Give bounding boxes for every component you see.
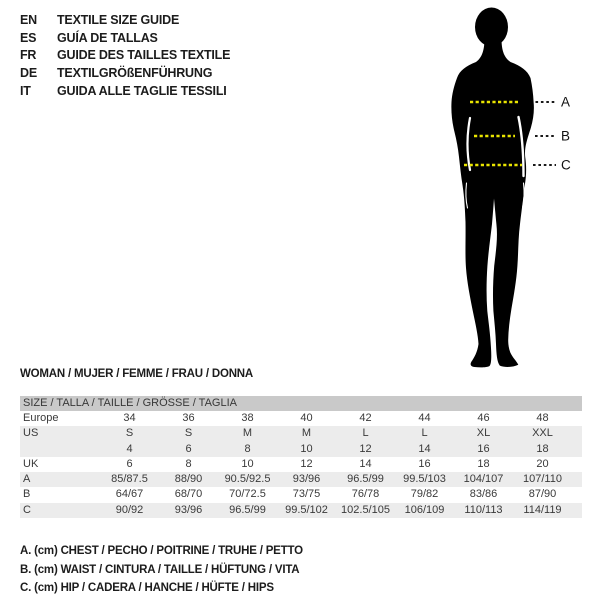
table-cell: 99.5/102 bbox=[285, 503, 328, 516]
marker-label-hip: C bbox=[561, 157, 571, 173]
table-cell: 90/92 bbox=[115, 503, 144, 516]
table-cell: 46 bbox=[477, 412, 490, 424]
table-row-waist bbox=[20, 487, 582, 502]
table-cell: 40 bbox=[300, 412, 313, 424]
table-row-europe bbox=[20, 411, 582, 426]
table-cell: 68/70 bbox=[174, 488, 203, 501]
table-cell: 18 bbox=[477, 457, 490, 470]
table-cell: 110/113 bbox=[464, 503, 503, 516]
marker-label-chest: A bbox=[561, 94, 571, 110]
row-label bbox=[20, 442, 100, 457]
table-cell: 99.5/103 bbox=[403, 473, 446, 486]
table-cell: 96.5/99 bbox=[347, 473, 384, 486]
legend-item-hip: C. (cm) HIP / CADERA / HANCHE / HÜFTE / HIPS bbox=[20, 582, 274, 595]
table-cell: 6 bbox=[185, 442, 192, 455]
language-title: TEXTILGRÖßENFÜHRUNG bbox=[57, 66, 213, 81]
table-cell: 20 bbox=[536, 457, 549, 470]
language-code: DE bbox=[20, 66, 37, 81]
language-title: GUIDA ALLE TAGLIE TESSILI bbox=[57, 84, 227, 99]
table-cell: 93/96 bbox=[292, 473, 321, 486]
table-cell: L bbox=[362, 427, 369, 440]
table-cell: 36 bbox=[182, 412, 195, 424]
table-cell: 42 bbox=[359, 412, 372, 424]
table-cell: 38 bbox=[241, 412, 254, 424]
row-label: A bbox=[23, 473, 31, 486]
table-cell: 18 bbox=[536, 442, 549, 455]
table-row-uk bbox=[20, 457, 582, 472]
table-cell: S bbox=[184, 427, 193, 440]
table-cell: 4 bbox=[126, 442, 133, 455]
table-cell: S bbox=[125, 427, 134, 440]
language-title-list bbox=[20, 11, 230, 100]
body-measurement-figure bbox=[420, 0, 600, 380]
legend-item-waist: B. (cm) WAIST / CINTURA / TAILLE / HÜFTUNG / VITA bbox=[20, 563, 300, 576]
language-code: FR bbox=[20, 48, 37, 63]
table-cell: 73/75 bbox=[292, 488, 321, 501]
table-cell: 90.5/92.5 bbox=[224, 473, 271, 486]
table-cell: XL bbox=[476, 427, 491, 440]
language-row bbox=[20, 11, 230, 29]
table-row-hip bbox=[20, 503, 582, 518]
table-cell: 64/67 bbox=[115, 488, 144, 501]
marker-label-waist: B bbox=[561, 128, 571, 144]
table-cell: 34 bbox=[123, 412, 136, 424]
language-row bbox=[20, 47, 230, 65]
table-cell: 16 bbox=[418, 457, 431, 470]
table-cell: 85/87.5 bbox=[111, 473, 148, 486]
table-cell: 102.5/105 bbox=[341, 503, 390, 516]
table-cell: L bbox=[421, 427, 428, 440]
table-cell: 88/90 bbox=[174, 473, 203, 486]
table-cell: M bbox=[301, 427, 312, 440]
table-cell: 10 bbox=[241, 457, 254, 470]
table-cell: 16 bbox=[477, 442, 490, 455]
language-code: IT bbox=[20, 84, 31, 99]
table-cell: 12 bbox=[300, 457, 313, 470]
language-code: EN bbox=[20, 12, 37, 27]
size-table-header: SIZE / TALLA / TAILLE / GRÖSSE / TAGLIA bbox=[20, 396, 582, 411]
language-title: GUÍA DE TALLAS bbox=[57, 30, 158, 45]
row-label: US bbox=[23, 427, 39, 440]
table-cell: XXL bbox=[532, 427, 553, 440]
table-cell: 76/78 bbox=[351, 488, 380, 501]
legend-item-chest: A. (cm) CHEST / PECHO / POITRINE / TRUHE / PETTO bbox=[20, 545, 303, 557]
row-label: B bbox=[23, 488, 31, 501]
table-cell: 6 bbox=[126, 457, 133, 470]
table-cell: 114/119 bbox=[523, 503, 562, 516]
table-cell: 83/86 bbox=[469, 488, 498, 501]
table-cell: 44 bbox=[418, 412, 431, 424]
measurement-legend bbox=[20, 542, 303, 598]
table-cell: 12 bbox=[359, 442, 372, 455]
language-title: TEXTILE SIZE GUIDE bbox=[57, 12, 180, 27]
table-cell: 14 bbox=[359, 457, 372, 470]
table-cell: 14 bbox=[418, 442, 431, 455]
table-cell: 70/72.5 bbox=[229, 488, 266, 501]
table-cell: 106/109 bbox=[404, 503, 445, 516]
section-title: WOMAN / MUJER / FEMME / FRAU / DONNA bbox=[20, 368, 254, 380]
size-table bbox=[20, 396, 582, 518]
table-cell: 107/110 bbox=[523, 473, 562, 486]
table-cell: 96.5/99 bbox=[229, 503, 266, 516]
woman-silhouette bbox=[451, 38, 534, 367]
table-cell: 8 bbox=[244, 442, 251, 455]
table-row-us-numbers bbox=[20, 442, 582, 457]
table-cell: 48 bbox=[536, 412, 549, 424]
language-title: GUIDE DES TAILLES TEXTILE bbox=[57, 48, 231, 63]
table-cell: M bbox=[242, 427, 253, 440]
row-label: UK bbox=[23, 457, 39, 470]
row-label: Europe bbox=[23, 412, 59, 424]
table-cell: 104/107 bbox=[463, 473, 504, 486]
language-code: ES bbox=[20, 30, 37, 45]
language-row bbox=[20, 64, 230, 82]
row-label: C bbox=[23, 503, 31, 516]
table-cell: 87/90 bbox=[528, 488, 557, 501]
table-cell: 79/82 bbox=[410, 488, 439, 501]
table-cell: 93/96 bbox=[174, 503, 203, 516]
table-row-chest bbox=[20, 472, 582, 487]
table-row-us-letters bbox=[20, 426, 582, 441]
table-cell: 8 bbox=[185, 457, 192, 470]
language-row bbox=[20, 29, 230, 47]
table-cell: 10 bbox=[300, 442, 313, 455]
language-row bbox=[20, 82, 230, 100]
